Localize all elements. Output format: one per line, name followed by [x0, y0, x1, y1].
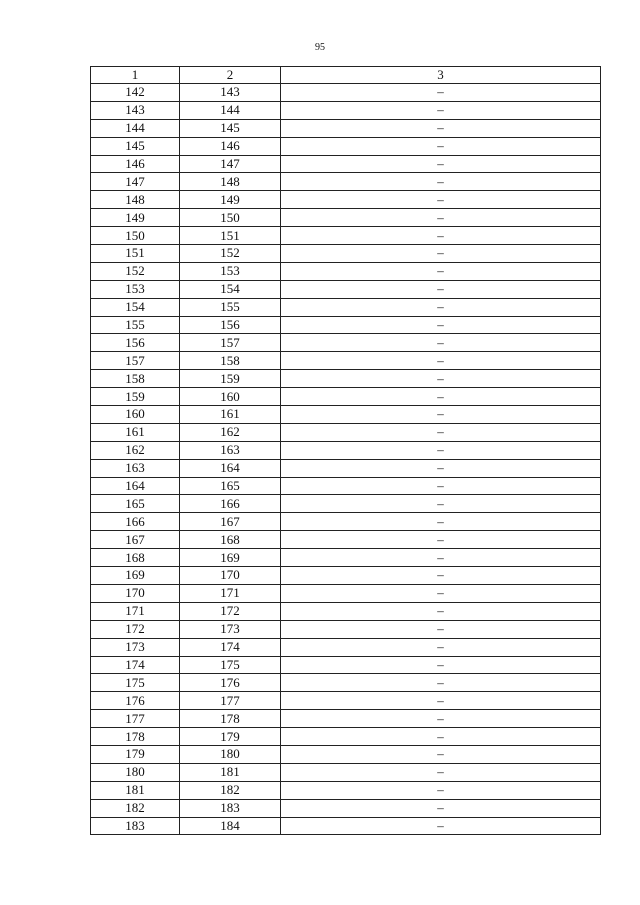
cell-col-3: – [281, 495, 601, 513]
cell-col-3: – [281, 227, 601, 245]
table-row [91, 101, 601, 119]
table-row [91, 334, 601, 352]
cell-col-2: 181 [180, 763, 281, 781]
column-header-2: 2 [180, 67, 281, 84]
cell-col-1: 168 [91, 549, 180, 567]
cell-col-2: 158 [180, 352, 281, 370]
cell-col-1: 172 [91, 620, 180, 638]
table-row [91, 781, 601, 799]
column-header-3: 3 [281, 67, 601, 84]
cell-col-2: 160 [180, 388, 281, 406]
table-row [91, 459, 601, 477]
table-row [91, 262, 601, 280]
cell-col-3: – [281, 191, 601, 209]
cell-col-2: 164 [180, 459, 281, 477]
cell-col-3: – [281, 370, 601, 388]
cell-col-3: – [281, 298, 601, 316]
cell-col-1: 150 [91, 227, 180, 245]
cell-col-2: 157 [180, 334, 281, 352]
cell-col-3: – [281, 799, 601, 817]
cell-col-2: 175 [180, 656, 281, 674]
cell-col-3: – [281, 245, 601, 263]
cell-col-1: 151 [91, 245, 180, 263]
cell-col-3: – [281, 406, 601, 424]
cell-col-2: 147 [180, 155, 281, 173]
cell-col-2: 146 [180, 137, 281, 155]
cell-col-2: 165 [180, 477, 281, 495]
cell-col-2: 154 [180, 280, 281, 298]
cell-col-1: 177 [91, 710, 180, 728]
cell-col-1: 170 [91, 584, 180, 602]
table-row [91, 620, 601, 638]
cell-col-1: 154 [91, 298, 180, 316]
table-row [91, 495, 601, 513]
cell-col-1: 158 [91, 370, 180, 388]
cell-col-1: 180 [91, 763, 180, 781]
cell-col-2: 143 [180, 84, 281, 102]
table-row [91, 513, 601, 531]
cell-col-3: – [281, 316, 601, 334]
cell-col-2: 153 [180, 262, 281, 280]
table-row [91, 155, 601, 173]
cell-col-1: 153 [91, 280, 180, 298]
cell-col-3: – [281, 692, 601, 710]
cell-col-2: 177 [180, 692, 281, 710]
cell-col-1: 152 [91, 262, 180, 280]
table-row [91, 137, 601, 155]
cell-col-2: 148 [180, 173, 281, 191]
table-body [91, 84, 601, 835]
cell-col-2: 162 [180, 423, 281, 441]
cell-col-3: – [281, 567, 601, 585]
cell-col-1: 159 [91, 388, 180, 406]
table-row [91, 406, 601, 424]
cell-col-2: 183 [180, 799, 281, 817]
cell-col-3: – [281, 262, 601, 280]
cell-col-2: 180 [180, 745, 281, 763]
table-row [91, 316, 601, 334]
cell-col-1: 166 [91, 513, 180, 531]
cell-col-3: – [281, 334, 601, 352]
cell-col-3: – [281, 280, 601, 298]
cell-col-1: 156 [91, 334, 180, 352]
table-row [91, 638, 601, 656]
cell-col-3: – [281, 656, 601, 674]
cell-col-1: 178 [91, 728, 180, 746]
table-row [91, 656, 601, 674]
cell-col-2: 168 [180, 531, 281, 549]
table-row [91, 602, 601, 620]
cell-col-2: 184 [180, 817, 281, 835]
cell-col-3: – [281, 728, 601, 746]
table-row [91, 298, 601, 316]
table-row [91, 173, 601, 191]
cell-col-1: 143 [91, 101, 180, 119]
table-row [91, 710, 601, 728]
cell-col-3: – [281, 638, 601, 656]
cell-col-1: 176 [91, 692, 180, 710]
cell-col-1: 147 [91, 173, 180, 191]
cell-col-1: 160 [91, 406, 180, 424]
table-row [91, 549, 601, 567]
cell-col-3: – [281, 710, 601, 728]
table-row [91, 352, 601, 370]
table-row [91, 388, 601, 406]
cell-col-3: – [281, 513, 601, 531]
cell-col-3: – [281, 173, 601, 191]
cell-col-1: 144 [91, 119, 180, 137]
cell-col-3: – [281, 101, 601, 119]
cell-col-1: 171 [91, 602, 180, 620]
cell-col-3: – [281, 388, 601, 406]
cell-col-2: 179 [180, 728, 281, 746]
cell-col-3: – [281, 459, 601, 477]
cell-col-1: 148 [91, 191, 180, 209]
cell-col-2: 174 [180, 638, 281, 656]
cell-col-2: 167 [180, 513, 281, 531]
table-row [91, 191, 601, 209]
table-row [91, 280, 601, 298]
cell-col-1: 181 [91, 781, 180, 799]
table-row [91, 209, 601, 227]
cell-col-3: – [281, 155, 601, 173]
cell-col-2: 150 [180, 209, 281, 227]
table-row [91, 531, 601, 549]
cell-col-1: 162 [91, 441, 180, 459]
cell-col-1: 173 [91, 638, 180, 656]
table-row [91, 728, 601, 746]
table-row [91, 477, 601, 495]
cell-col-2: 155 [180, 298, 281, 316]
cell-col-2: 171 [180, 584, 281, 602]
cell-col-2: 176 [180, 674, 281, 692]
cell-col-1: 145 [91, 137, 180, 155]
cell-col-1: 149 [91, 209, 180, 227]
cell-col-1: 164 [91, 477, 180, 495]
cell-col-2: 144 [180, 101, 281, 119]
cell-col-3: – [281, 441, 601, 459]
cell-col-2: 170 [180, 567, 281, 585]
column-header-1: 1 [91, 67, 180, 84]
cell-col-1: 167 [91, 531, 180, 549]
table-row [91, 441, 601, 459]
cell-col-1: 161 [91, 423, 180, 441]
cell-col-2: 149 [180, 191, 281, 209]
cell-col-1: 155 [91, 316, 180, 334]
table-header-row [91, 67, 601, 84]
cell-col-1: 169 [91, 567, 180, 585]
cell-col-3: – [281, 620, 601, 638]
cell-col-2: 172 [180, 602, 281, 620]
cell-col-2: 178 [180, 710, 281, 728]
cell-col-1: 157 [91, 352, 180, 370]
cell-col-2: 145 [180, 119, 281, 137]
table-row [91, 674, 601, 692]
table-row [91, 370, 601, 388]
table-row [91, 692, 601, 710]
table-row [91, 84, 601, 102]
cell-col-3: – [281, 531, 601, 549]
cell-col-2: 156 [180, 316, 281, 334]
cell-col-1: 174 [91, 656, 180, 674]
table-row [91, 245, 601, 263]
data-table [90, 66, 601, 835]
cell-col-3: – [281, 602, 601, 620]
table-row [91, 423, 601, 441]
cell-col-3: – [281, 423, 601, 441]
table-row [91, 119, 601, 137]
cell-col-3: – [281, 352, 601, 370]
cell-col-2: 152 [180, 245, 281, 263]
cell-col-1: 146 [91, 155, 180, 173]
cell-col-3: – [281, 763, 601, 781]
cell-col-2: 182 [180, 781, 281, 799]
table-row [91, 745, 601, 763]
table-row [91, 227, 601, 245]
cell-col-2: 173 [180, 620, 281, 638]
table-row [91, 584, 601, 602]
table-row [91, 799, 601, 817]
cell-col-3: – [281, 817, 601, 835]
cell-col-1: 163 [91, 459, 180, 477]
table-row [91, 817, 601, 835]
cell-col-3: – [281, 781, 601, 799]
cell-col-3: – [281, 584, 601, 602]
cell-col-2: 151 [180, 227, 281, 245]
cell-col-3: – [281, 477, 601, 495]
cell-col-2: 159 [180, 370, 281, 388]
cell-col-2: 161 [180, 406, 281, 424]
cell-col-3: – [281, 209, 601, 227]
cell-col-2: 169 [180, 549, 281, 567]
cell-col-3: – [281, 84, 601, 102]
cell-col-2: 163 [180, 441, 281, 459]
cell-col-3: – [281, 549, 601, 567]
cell-col-3: – [281, 137, 601, 155]
table-row [91, 763, 601, 781]
cell-col-1: 179 [91, 745, 180, 763]
cell-col-1: 165 [91, 495, 180, 513]
cell-col-1: 175 [91, 674, 180, 692]
cell-col-1: 183 [91, 817, 180, 835]
cell-col-3: – [281, 119, 601, 137]
cell-col-1: 142 [91, 84, 180, 102]
cell-col-1: 182 [91, 799, 180, 817]
cell-col-2: 166 [180, 495, 281, 513]
cell-col-3: – [281, 745, 601, 763]
page-number: 95 [315, 42, 325, 53]
cell-col-3: – [281, 674, 601, 692]
table-row [91, 567, 601, 585]
